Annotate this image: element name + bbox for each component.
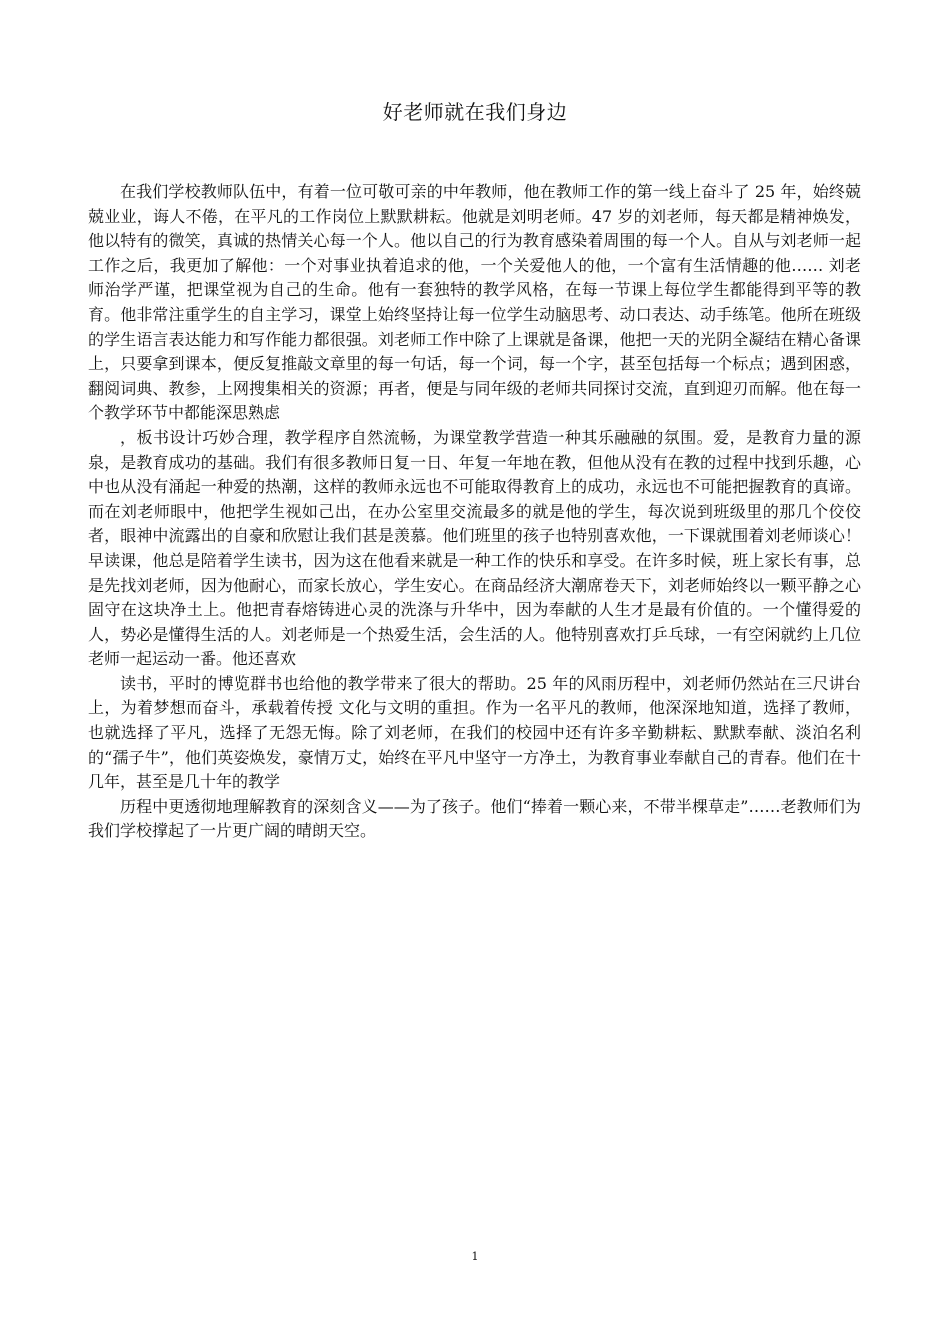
document-title: 好老师就在我们身边: [382, 100, 568, 124]
paragraph-4: 历程中更透彻地理解教育的深刻含义——为了孩子。他们“捧着一颗心来，不带半棵草走”……老教师们为我们学校撑起了一片更广阔的晴朗天空。: [88, 796, 861, 841]
document-body: [88, 180, 861, 844]
paragraph-1: 在我们学校教师队伍中，有着一位可敬可亲的中年教师，他在教师工作的第一线上奋斗了 25 年，始终兢兢业业，诲人不倦，在平凡的工作岗位上默默耕耘。他就是刘明老师。47 岁的刘老师，每天都是精神焕发，他以特有的微笑，真诚的热情关心每一个人。他以自己的行为教育感染着周围的每一个人。自从与刘老师一起工作之后，我更加了解他：一个对事业执着追求的他，一个关爱他人的他，一个富有生活情趣的他…… 刘老师治学严谨，把课堂视为自己的生命。他有一套独特的教学风格，在每一节课上每位学生都能得到平等的教育。他非常注重学生的自主学习，课堂上始终坚持让每一位学生动脑思考、动口表达、动手练笔。他所在班级的学生语言表达能力和写作能力都很强。刘老师工作中除了上课就是备课，他把一天的光阴全凝结在精心备课上，只要拿到课本，便反复推敲文章里的每一句话，每一个词，每一个字，甚至包括每一个标点；遇到困惑，翻阅词典、教参，上网搜集相关的资源；再者，便是与同年级的老师共同探讨交流，直到迎刃而解。他在每一个教学环节中都能深思熟虑: [88, 182, 861, 423]
paragraph-2: ，板书设计巧妙合理，教学程序自然流畅，为课堂教学营造一种其乐融融的氛围。爱，是教育力量的源泉，是教育成功的基础。我们有很多教师日复一日、年复一年地在教，但他从没有在教的过程中找到乐趣，心中也从没有涌起一种爱的热潮，这样的教师永远也不可能取得教育上的成功，永远也不可能把握教育的真谛。而在刘老师眼中，他把学生视如己出，在办公室里交流最多的就是他的学生，每次说到班级里的那几个佼佼者，眼神中流露出的自豪和欣慰让我们甚是羡慕。他们班里的孩子也特别喜欢他，一下课就围着刘老师谈心！早读课，他总是陪着学生读书，因为这在他看来就是一种工作的快乐和享受。在许多时候，班上家长有事，总是先找刘老师，因为他耐心，而家长放心，学生安心。在商品经济大潮席卷天下，刘老师始终以一颗平静之心固守在这块净土上。他把青春熔铸进心灵的洗涤与升华中，因为奉献的人生才是最有价值的。一个懂得爱的人，势必是懂得生活的人。刘老师是一个热爱生活，会生活的人。他特别喜欢打乒乓球，一有空闲就约上几位老师一起运动一番。他还喜欢: [88, 427, 861, 669]
page-number: 1: [471, 1250, 479, 1263]
paragraph-3: 读书，平时的博览群书也给他的教学带来了很大的帮助。25 年的风雨历程中，刘老师仍然站在三尺讲台上，为着梦想而奋斗，承载着传授 文化与文明的重担。作为一名平凡的教师，他深深地知道，选择了教师，也就选择了平凡，选择了无怨无悔。除了刘老师，在我们的校园中还有许多辛勤耕耘、默默奉献、淡泊名利的“孺子牛”，他们英姿焕发，豪情万丈，始终在平凡中坚守一方净土，为教育事业奉献自己的青春。他们在十几年，甚至是几十年的教学: [88, 673, 861, 792]
